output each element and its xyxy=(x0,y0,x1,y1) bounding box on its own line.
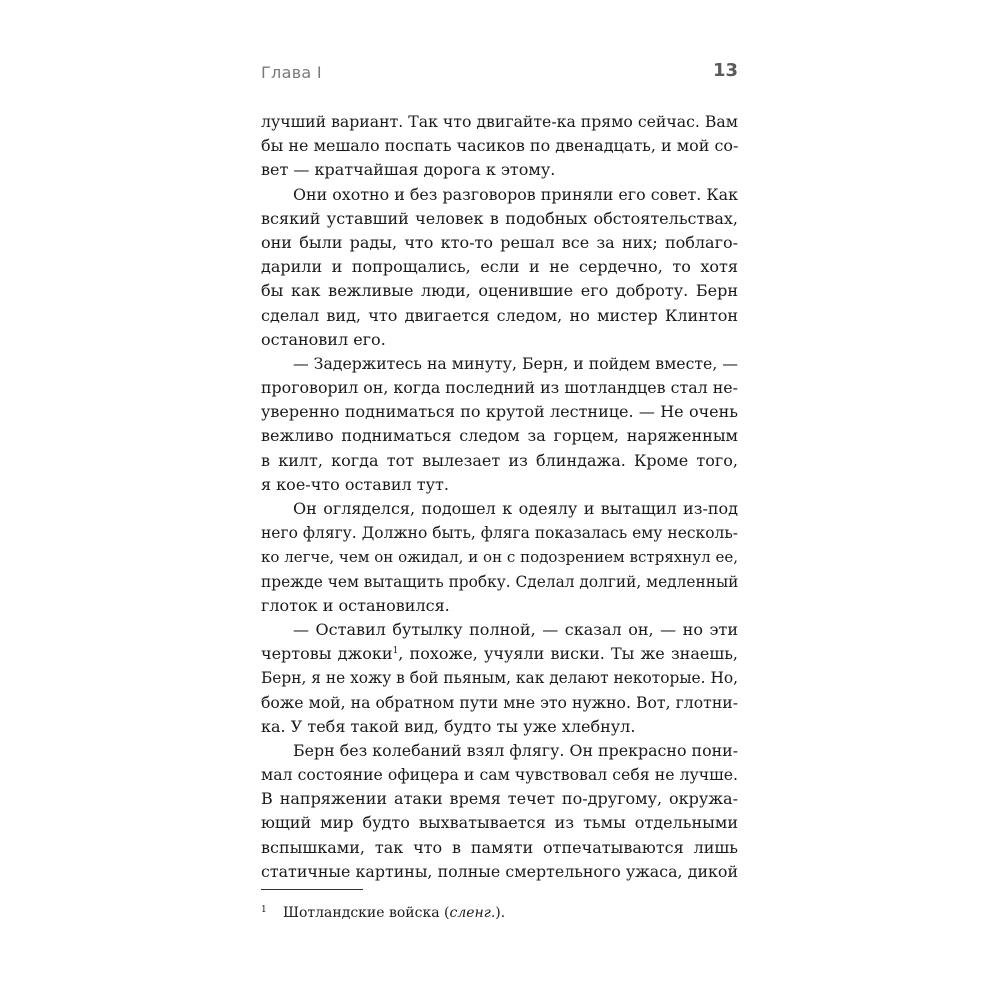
text-line-content: проговорил он, когда последний из шотландцев стал не- xyxy=(261,378,739,398)
text-line-content: мал состояние офицера и сам чувствовал себя не лучше. xyxy=(261,765,738,785)
text-line xyxy=(261,400,738,424)
footnote-text-end: ). xyxy=(495,905,506,921)
text-line xyxy=(261,473,738,497)
text-line xyxy=(261,715,738,739)
text-line-content: статичные картины, полные смертельного ужаса, дикой xyxy=(261,861,738,881)
text-line xyxy=(261,666,738,690)
text-line-content: чертовы джоки xyxy=(261,644,393,664)
text-line-content: бы не мешало поспать часиков по двенадцать, и мой со- xyxy=(261,136,739,156)
text-line xyxy=(261,739,738,763)
text-line-content: дарили и попрощались, если и не сердечно, то хотя xyxy=(261,257,738,277)
text-line-content: в килт, когда тот вылезает из блиндажа. Кроме того, xyxy=(261,450,738,470)
text-line xyxy=(261,183,738,207)
text-line-content: Он огляделся, подошел к одеялу и вытащил из-под xyxy=(293,499,738,518)
text-line xyxy=(261,642,738,666)
text-line-content: В напряжении атаки время течет по-другому, окружа- xyxy=(261,789,738,809)
footnote-marker: 1 xyxy=(392,646,399,657)
text-line-content: ка. У тебя такой вид, будто ты уже хлебнул. xyxy=(261,716,636,736)
text-line xyxy=(261,594,738,618)
text-line xyxy=(261,497,738,521)
text-line-content: вет — кратчайшая дорога к этому. xyxy=(261,160,556,180)
text-line xyxy=(261,570,738,594)
body-text xyxy=(261,110,738,884)
text-line xyxy=(261,860,738,884)
running-head xyxy=(261,60,738,86)
footnote-text: Шотландские войска ( xyxy=(283,905,450,921)
text-line-content: я кое-что оставил тут. xyxy=(261,474,449,494)
text-line-content: боже мой, на обратном пути мне это нужно. Вот, глотни- xyxy=(261,692,738,712)
text-line-content: они были рады, что кто-то решал все за них; поблаго- xyxy=(261,232,738,252)
text-line xyxy=(261,110,738,134)
footnote xyxy=(261,900,738,923)
text-line-content: остановил его. xyxy=(261,329,386,349)
text-line xyxy=(261,545,738,569)
text-line xyxy=(261,231,738,255)
text-line-content: лучший вариант. Так что двигайте-ка прямо сейчас. Вам xyxy=(261,112,738,131)
text-line-content: сделал вид, что двигается следом, но мистер Клинтон xyxy=(261,305,738,325)
text-line xyxy=(261,424,738,448)
footnote-number: 1 xyxy=(261,905,267,915)
text-line xyxy=(261,158,738,182)
text-line-content: прежде чем вытащить пробку. Сделал долгий, медленный xyxy=(261,572,739,591)
text-line xyxy=(261,279,738,303)
text-line-content: уверенно подниматься по крутой лестнице. — Не очень xyxy=(261,402,738,422)
text-line-content: — Задержитесь на минуту, Берн, и пойдем вместе, — xyxy=(293,353,738,373)
text-line xyxy=(261,449,738,473)
text-line-content: — Оставил бутылку полной, — сказал он, — но эти xyxy=(293,619,738,639)
text-line xyxy=(261,618,738,642)
text-line-content: вежливо подниматься следом за горцем, наряженным xyxy=(261,426,738,446)
text-line xyxy=(261,836,738,860)
text-line xyxy=(261,134,738,158)
text-line-content: всякий уставший человек в подобных обстоятельствах, xyxy=(261,208,738,228)
text-line xyxy=(261,328,738,352)
text-line-content: Они охотно и без разговоров приняли его совет. Как xyxy=(293,184,738,204)
page-number: 13 xyxy=(712,60,738,81)
text-line xyxy=(261,207,738,231)
text-line-continuation: , похоже, учуяли виски. Ты же знаешь, xyxy=(398,644,739,664)
text-line-content: вспышками, так что в памяти отпечатываются лишь xyxy=(261,837,738,857)
text-line-content: глоток и остановился. xyxy=(261,595,450,615)
footnote-italic: сленг. xyxy=(449,905,496,921)
footnote-divider xyxy=(261,889,363,890)
text-line-content: бы как вежливые люди, оценившие его доброту. Берн xyxy=(261,281,738,301)
text-line xyxy=(261,304,738,328)
text-line xyxy=(261,691,738,715)
text-line xyxy=(261,521,738,545)
chapter-title: Глава I xyxy=(261,63,322,82)
text-line-content: Берн, я не хожу в бой пьяным, как делают некоторые. Но, xyxy=(261,669,738,688)
text-line xyxy=(261,811,738,835)
text-line xyxy=(261,763,738,787)
text-line-content: ко легче, чем он ожидал, и он с подозрением встряхнул ее, xyxy=(261,548,738,567)
text-line-content: Берн без колебаний взял флягу. Он прекрасно пони- xyxy=(293,740,739,760)
text-line xyxy=(261,376,738,400)
book-page xyxy=(261,0,738,1000)
text-line xyxy=(261,352,738,376)
text-line-content: ющий мир будто выхватывается из тьмы отдельными xyxy=(261,813,738,833)
text-line-content: него флягу. Должно быть, фляга показалась ему несколь- xyxy=(261,524,738,543)
text-line xyxy=(261,787,738,811)
text-line xyxy=(261,255,738,279)
